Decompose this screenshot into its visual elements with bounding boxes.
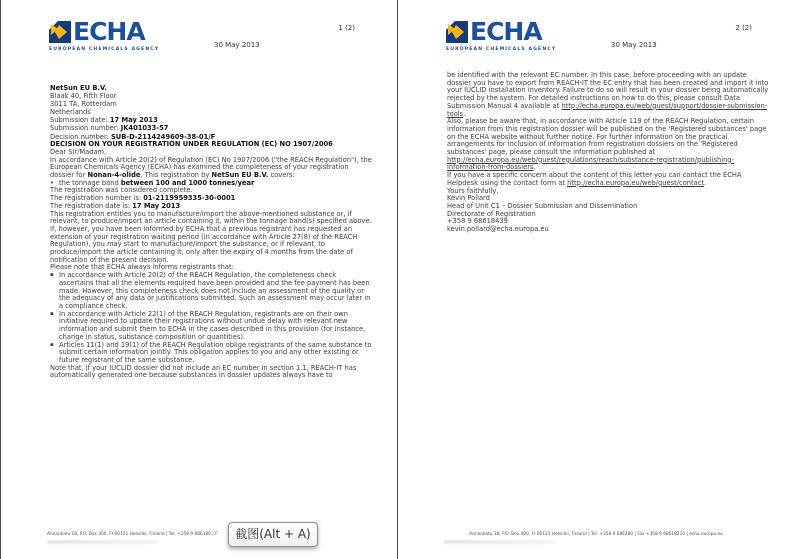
hyperlink[interactable]: http://echa.europa.eu/web/guest/contact (567, 178, 705, 187)
page-number: 1 (2) (338, 24, 355, 32)
faint-watermark-line (47, 540, 159, 544)
page-footer: Annankatu 18, P.O. Box 400, FI-00121 Helsinki, Finland | Tel. +358 9 686180 | Fax +358 9 68618210 | echa.europa.eu (469, 532, 723, 537)
letter-date: 30 May 2013 (214, 41, 260, 49)
signer-directorate: Directorate of Registration (447, 209, 536, 218)
faint-watermark-line (444, 540, 556, 544)
recipient-address-line: Blaak 40, Fifth Floor (50, 92, 117, 100)
waiting-period-paragraph: If, however, you have been informed by ECHA that a previous registrant has requested an extension of your registration waiting period (in accordance with Article 27(8) of the REACH Regulation), you may start to manufacture/import the substance, or if relevant, to produce/import the article containing it, only after the expiry of 4 months from the date of notification of the present decision. (50, 224, 358, 264)
entitlement-paragraph: This registration entitles you to manufacture/import the above-mentioned substance or, if relevant, to produce/import an article containing it, within the tonnage band(s) specified above. (50, 209, 372, 226)
echa-tagline: EUROPEAN CHEMICALS AGENCY (446, 47, 557, 52)
hyperlink[interactable]: http://echa.europa.eu/web/guest/support/dossier-submission-tools (447, 101, 768, 118)
salutation: Dear Sir/Madam, (50, 147, 107, 156)
registration-number-line: The registration number is: 01-2119959335-30-0001 (50, 194, 236, 203)
signer-title: Head of Unit C1 – Dossier Submission and Dissemination (447, 201, 638, 210)
list-item-completeness-check: ▪ In accordance with Article 20(2) of the REACH Regulation, the completeness check ascertains that all the elements required have been provided and the fee payment has been made. However, this completeness check does not include an assessment of the quality or the adequacy of any data or justifications submitted. Such an assessment may occur later in a compliance check. (50, 272, 372, 311)
list-item-update-obligation: ▪ In accordance with Article 22(1) of the REACH Regulation, registrants are on their own initiative required to update their registrations without undue delay with relevant new information and submit them to ECHA in the cases described in this provision (for instance, change in status, substance composition or quantities). (50, 311, 372, 342)
signer-email: kevin.pollard@echa.europa.eu (447, 225, 549, 234)
closing-line: Yours faithfully, (447, 186, 499, 195)
echa-logo (49, 17, 145, 46)
echa-tagline: EUROPEAN CHEMICALS AGENCY (49, 47, 160, 52)
page-footer: Annankatu 18, P.O. Box 400, FI-00121 Helsinki, Finland | Tel. +358 9 686180 | F (47, 532, 218, 537)
intro-paragraph: In accordance with Article 20(2) of Regulation (EC) No 1907/2006 ("the REACH Regulation"), the European Chemicals Agency (ECHA) has examined the completeness of your registration dossier for Nonan-4-olide. This registration by NetSun EU B.V. covers: (50, 155, 372, 180)
registrant-info-list (50, 272, 372, 364)
echa-wordmark: ECHA (470, 17, 542, 46)
registration-complete-line: The registration was considered complete. (50, 186, 193, 195)
recipient-address-line: 3011 TA, Rotterdam (50, 100, 117, 108)
letter-body-page-2 (447, 72, 769, 234)
letter-body-page-1 (50, 84, 372, 380)
echa-logo-icon (49, 21, 71, 43)
letter-date: 30 May 2013 (611, 41, 657, 49)
hyperlink[interactable]: http://echa.europa.eu/web/guest/regulations/reach/substance-registration/publishing-information-from-dossiers (447, 155, 734, 172)
page-number: 2 (2) (735, 24, 752, 32)
signer-name: Kevin Pollard (447, 194, 490, 203)
tonnage-band-bullet: • the tonnage band between 100 and 1000 tonnes/year (50, 180, 372, 188)
registration-date-line: The registration date is: 17 May 2013 (50, 201, 181, 210)
submission-number-line: Submission number: JK401033-57 (50, 124, 169, 133)
list-item-joint-submission: ▪ Articles 11(1) and 19(1) of the REACH Regulation oblige registrants of the same substance to submit certain information jointly. This obligation applies to you and any other existing or future registrant of the same substance. (50, 342, 372, 365)
screenshot-tool-button[interactable]: 截图(Alt + A) (228, 522, 318, 547)
decision-number-line: Decision number: SUB-D-2114249609-38-01/F (50, 132, 216, 141)
letter-page-2 (397, 0, 794, 559)
decision-heading: DECISION ON YOUR REGISTRATION UNDER REGULATION (EC) NO 1907/2006 (50, 140, 333, 149)
signer-phone: +358 9 68618439 (447, 217, 508, 226)
recipient-name: NetSun EU B.V. (50, 84, 107, 92)
echa-wordmark: ECHA (73, 17, 145, 46)
publication-paragraph: Also, please be aware that, in accordance with Article 119 of the REACH Regulation, certain information from this registration dossier will be published on the 'Registered substances' page on the ECHA website without further notice. For further information on the practical arrangements for inclusion of information from registration dossiers on the 'Registered substances' page, please consult the information published at http://echa.europa.eu/web/guest/regulations/reach/substance-registration/publishing-information-from-dossiers. (447, 117, 767, 172)
recipient-address-line: Netherlands (50, 108, 91, 116)
helpdesk-paragraph: If you have a specific concern about the content of this letter you can contact the ECHA Helpdesk using the contact form at http://echa.europa.eu/web/guest/contact. (447, 171, 742, 187)
informs-paragraph: Please note that ECHA always informs registrants that: (50, 263, 234, 272)
ec-number-note-paragraph: Note that, if your IUCLID dossier did not include an EC number in section 1.1, REACH-IT has automatically generated one because substances in dossier updates always have to (50, 363, 357, 380)
echa-logo (446, 17, 542, 46)
submission-date-line: Submission date: 17 May 2013 (50, 116, 158, 124)
signature-block (447, 195, 769, 234)
ec-number-continuation-paragraph: be identified with the relevant EC number. In this case, before proceeding with an update dossier you have to export from REACH-IT the EC entry that has been created and import it into your IUCLID installation inventory. Failure to do so will result in your dossier being automatically rejected by the system. For detailed instructions on how to do this, please consult Data Submission Manual 4 available at http://echa.europa.eu/web/guest/support/dossier-submission-tools. (447, 71, 769, 118)
echa-logo-icon (446, 21, 468, 43)
